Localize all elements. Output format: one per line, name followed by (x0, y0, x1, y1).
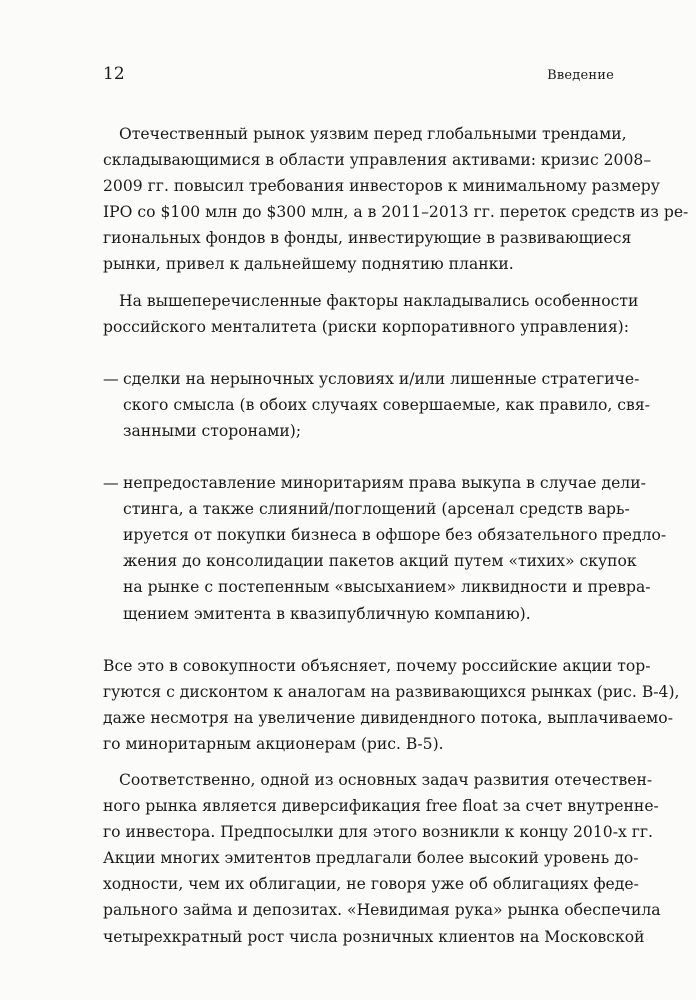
running-title: Введение (547, 68, 614, 83)
text-line: рального займа и депозитах. «Невидимая рука» рынка обеспечила (103, 901, 661, 920)
text-line: ходности, чем их облигации, не говоря уже об облигациях феде- (103, 875, 639, 894)
paragraph-1 (103, 121, 689, 278)
text-line: стинга, а также слияний/поглощений (арсенал средств варь- (123, 500, 630, 519)
text-line: ируется от покупки бизнеса в офшоре без обязательного предло- (123, 526, 667, 545)
list-dash: — (103, 474, 119, 493)
text-line: 2009 гг. повысил требования инвесторов к минимальному размеру (103, 177, 660, 196)
list-dash: — (103, 369, 119, 388)
text-line: российского менталитета (риски корпоративного управления): (103, 317, 629, 336)
text-line: го миноритарным акционерам (рис. В-5). (103, 734, 444, 753)
text-line: Все это в совокупности объясняет, почему российские акции тор- (103, 656, 651, 675)
text-line: ского смысла (в обоих случаях совершаемые, как правило, свя- (123, 395, 650, 414)
text-line: IPO со $100 млн до $300 млн, а в 2011–2013 гг. переток средств из ре- (103, 203, 689, 222)
list-item (103, 366, 650, 444)
text-line: Соответственно, одной из основных задач развития отечествен- (119, 770, 653, 789)
body-text (103, 121, 689, 950)
text-line: щением эмитента в квазипубличную компанию). (123, 604, 531, 623)
text-line: Отечественный рынок уязвим перед глобальными трендами, (119, 125, 627, 143)
text-line: четырехкратный рост числа розничных клиентов на Московской (103, 927, 645, 946)
text-line: складывающимися в области управления активами: кризис 2008– (103, 151, 652, 170)
text-line: На вышеперечисленные факторы накладывались особенности (119, 291, 639, 310)
text-line: ного рынка является диверсификация free float за счет внутренне- (103, 797, 659, 816)
text-line: гиональных фондов в фонды, инвестирующие в развивающиеся (103, 229, 632, 248)
text-line: занными сторонами); (123, 421, 302, 440)
paragraph-3 (103, 653, 680, 757)
text-line: жения до консолидации пакетов акций путем «тихих» скупок (123, 552, 637, 571)
paragraph-2 (103, 288, 639, 340)
text-line: Акции многих эмитентов предлагали более высокий уровень до- (103, 849, 639, 868)
paragraph-4 (103, 767, 661, 950)
text-line: — сделки на нерыночных условиях и/или лишенные стратегиче- (103, 366, 613, 392)
text-line: го инвестора. Предпосылки для этого возникли к концу 2010-х гг. (103, 823, 654, 842)
text-line: — непредоставление миноритариям права выкупа в случае дели- (103, 470, 613, 496)
text-line: рынки, привел к дальнейшему поднятию планки. (103, 255, 514, 274)
page-number: 12 (103, 64, 125, 84)
list-item (103, 470, 667, 627)
text-line: даже несмотря на увеличение дивидендного потока, выплачиваемо- (103, 708, 673, 727)
text-line: на рынке с постепенным «высыханием» ликвидности и превра- (123, 578, 651, 597)
text-line: гуются с дисконтом к аналогам на развивающихся рынках (рис. В-4), (103, 682, 680, 701)
